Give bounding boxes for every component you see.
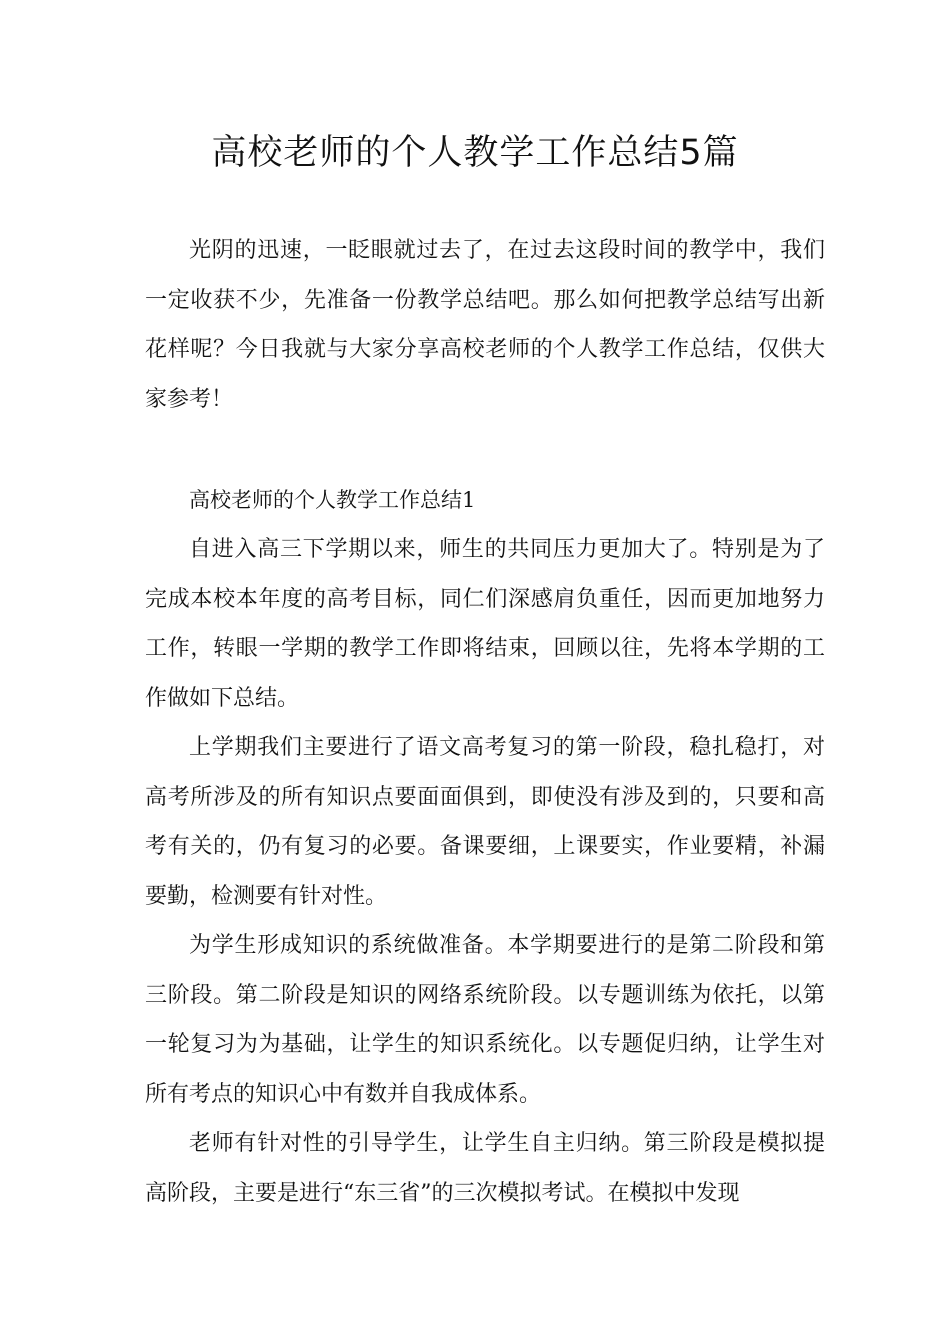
intro-paragraph: 光阴的迅速，一眨眼就过去了，在过去这段时间的教学中，我们一定收获不少，先准备一份教学总结吧。那么如何把教学总结写出新花样呢？今日我就与大家分享高校老师的个人教学工作总结，仅供大家参考！ xyxy=(145,238,825,412)
body-paragraph-3: 为学生形成知识的系统做准备。本学期要进行的是第二阶段和第三阶段。第二阶段是知识的网络系统阶段。以专题训练为依托，以第一轮复习为为基础，让学生的知识系统化。以专题促归纳，让学生对所有考点的知识心中有数并自我成体系。 xyxy=(145,933,825,1107)
section-heading: 高校老师的个人教学工作总结1 xyxy=(189,488,476,512)
body-paragraph-4: 老师有针对性的引导学生，让学生自主归纳。第三阶段是模拟提高阶段，主要是进行“东三省”的三次模拟考试。在模拟中发现 xyxy=(145,1131,825,1206)
document-title: 高校老师的个人教学工作总结5篇 xyxy=(211,133,739,173)
body-paragraph-2: 上学期我们主要进行了语文高考复习的第一阶段，稳扎稳打，对高考所涉及的所有知识点要面面俱到，即使没有涉及到的，只要和高考有关的，仍有复习的必要。备课要细，上课要实，作业要精，补漏要勤，检测要有针对性。 xyxy=(145,735,825,909)
intro-block xyxy=(145,226,825,424)
section-body xyxy=(145,525,825,1218)
body-paragraph-1: 自进入高三下学期以来，师生的共同压力更加大了。特别是为了完成本校本年度的高考目标，同仁们深感肩负重任，因而更加地努力工作，转眼一学期的教学工作即将结束，回顾以往，先将本学期的工作做如下总结。 xyxy=(145,537,825,711)
